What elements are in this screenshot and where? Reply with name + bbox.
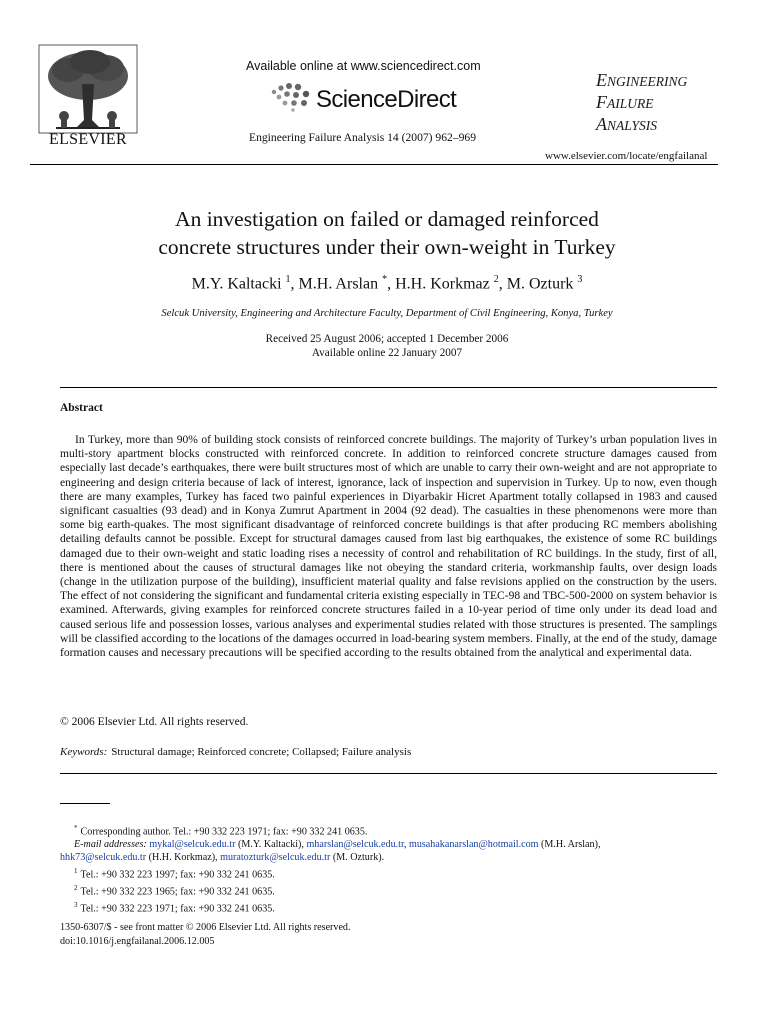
email-addresses-cont: hhk73@selcuk.edu.tr (H.H. Korkmaz), muratozturk@selcuk.edu.tr (M. Ozturk). xyxy=(60,851,385,863)
keywords: Keywords: Structural damage; Reinforced concrete; Collapsed; Failure analysis xyxy=(60,746,412,758)
publisher-name: ELSEVIER xyxy=(49,131,127,148)
header-rule xyxy=(30,164,718,165)
email-link[interactable]: mykal@selcuk.edu.tr xyxy=(149,839,236,851)
footnote-rule xyxy=(60,803,110,804)
abstract-body: In Turkey, more than 90% of building stock consists of reinforced concrete buildings. The majority of Turkey’s urban population lives in multi-story apartment blocks constructed with reinforced concrete. In addition to reinforced concrete structure damages caused from especially last decade’s earthquakes, there were built structures most of which are unable to carry their own-weight and are not appropriate to engineering and design criteria because of lack of interest, ignorance, lack of inspection and supervision in Turkey. Up to now, even though there are many examples, Turkey has faced two painful experiences in Diyarbakir Hicret Apartment totally collapsed in 1983 and caused significant casualties (93 dead) and in Konya Zumrut Apartment in 2004 (92 dead). The casualties in these phenomenons were more than some big earth-quakes. The most significant disadvantage of reinforced concrete buildings is that after producing RC members abolishing detailing defaults cannot be possible. Except for structural damages caused from last big earthquakes, the existence of some RC buildings damaged due to their own-weight and static loading rises a necessity of control and rehabilitation of RC buildings. In the study, first of all, there is mentioned about the causes of structural damages like not obeying the standard criteria, workmanship faults, over design loads (change in the utilization purpose of the building), insufficient material quality and false revisions applied on the construction by the users. The effect of not considering the significant and fundamental criteria existing especially in TEC-98 and TBC-500-2000 on system behavior is examined. Afterwards, giving examples for reinforced concrete structures failed in a 10-year period of time only under its dead load and caused serious life and possession losses, various analyses and experimental studies related with those structures is presented. The samplings will be classified according to the locations of the damages occurred in load-bearing system members. Finally, at the end of the study, damage formation causes and necessary precautions will be specified according to the results obtained from the analytical and experimental data. xyxy=(60,434,717,660)
author-name: H.H. Korkmaz xyxy=(395,275,490,293)
email-link[interactable]: mharslan@selcuk.edu.tr xyxy=(306,839,404,851)
footnote-2: $^2$ Tel.: +90 332 223 1965; fax: +90 332 241 0635. xyxy=(74,883,275,898)
article-dates xyxy=(40,332,734,360)
author-name: M.Y. Kaltacki xyxy=(191,275,282,293)
issn-line: 1350-6307/$ - see front matter © 2006 Elsevier Ltd. All rights reserved. xyxy=(60,922,351,933)
author-name: M. Ozturk xyxy=(506,275,574,293)
article-title: An investigation on failed or damaged reinforced concrete structures under their own-weight in Turkey xyxy=(158,207,616,259)
footnotes xyxy=(60,822,717,916)
email-link[interactable]: muratozturk@selcuk.edu.tr xyxy=(220,851,331,863)
available-online-banner: Available online at www.sciencedirect.com xyxy=(246,59,481,73)
email-addresses: E-mail addresses: mykal@selcuk.edu.tr (M.Y. Kaltacki), mharslan@selcuk.edu.tr, musahakanarslan@hotmail.com (M.H. Arslan), xyxy=(74,839,601,851)
received-date: Received 25 August 2006; accepted 1 December 2006 xyxy=(265,333,509,345)
footnote-3: $^3$ Tel.: +90 332 223 1971; fax: +90 332 241 0635. xyxy=(74,901,275,915)
available-date: Available online 22 January 2007 xyxy=(311,347,463,359)
footnote-1: $^1$ Tel.: +90 332 223 1997; fax: +90 332 241 0635. xyxy=(74,866,275,881)
author-list: M.Y. Kaltacki $^1$, M.H. Arslan *, H.H. Korkmaz $^2$, M. Ozturk $^3$ xyxy=(191,274,583,293)
copyright-line: © 2006 Elsevier Ltd. All rights reserved. xyxy=(60,716,249,728)
affiliation: Selcuk University, Engineering and Architecture Faculty, Department of Civil Engineering, Konya, Turkey xyxy=(161,308,613,319)
sciencedirect-dots-icon xyxy=(268,82,314,117)
author-name: M.H. Arslan xyxy=(298,275,379,293)
journal-citation: Engineering Failure Analysis 14 (2007) 962–969 xyxy=(249,131,477,144)
email-link[interactable]: musahakanarslan@hotmail.com xyxy=(408,839,539,851)
email-link[interactable]: hhk73@selcuk.edu.tr xyxy=(60,851,147,863)
keywords-label: Keywords: xyxy=(60,746,108,758)
doi-line[interactable]: doi:10.1016/j.engfailanal.2006.12.005 xyxy=(60,936,215,947)
abstract-bottom-rule xyxy=(60,773,717,774)
abstract-top-rule xyxy=(60,387,717,388)
front-matter xyxy=(60,921,351,949)
journal-url[interactable]: www.elsevier.com/locate/engfailanal xyxy=(545,150,708,162)
corresponding-author-note: * Corresponding author. Tel.: +90 332 223 1971; fax: +90 332 241 0635. xyxy=(74,824,368,838)
journal-name: ENGINEERING FAILURE ANALYSIS xyxy=(596,70,688,134)
sciencedirect-wordmark: ScienceDirect xyxy=(316,86,457,113)
abstract-heading: Abstract xyxy=(60,402,103,414)
